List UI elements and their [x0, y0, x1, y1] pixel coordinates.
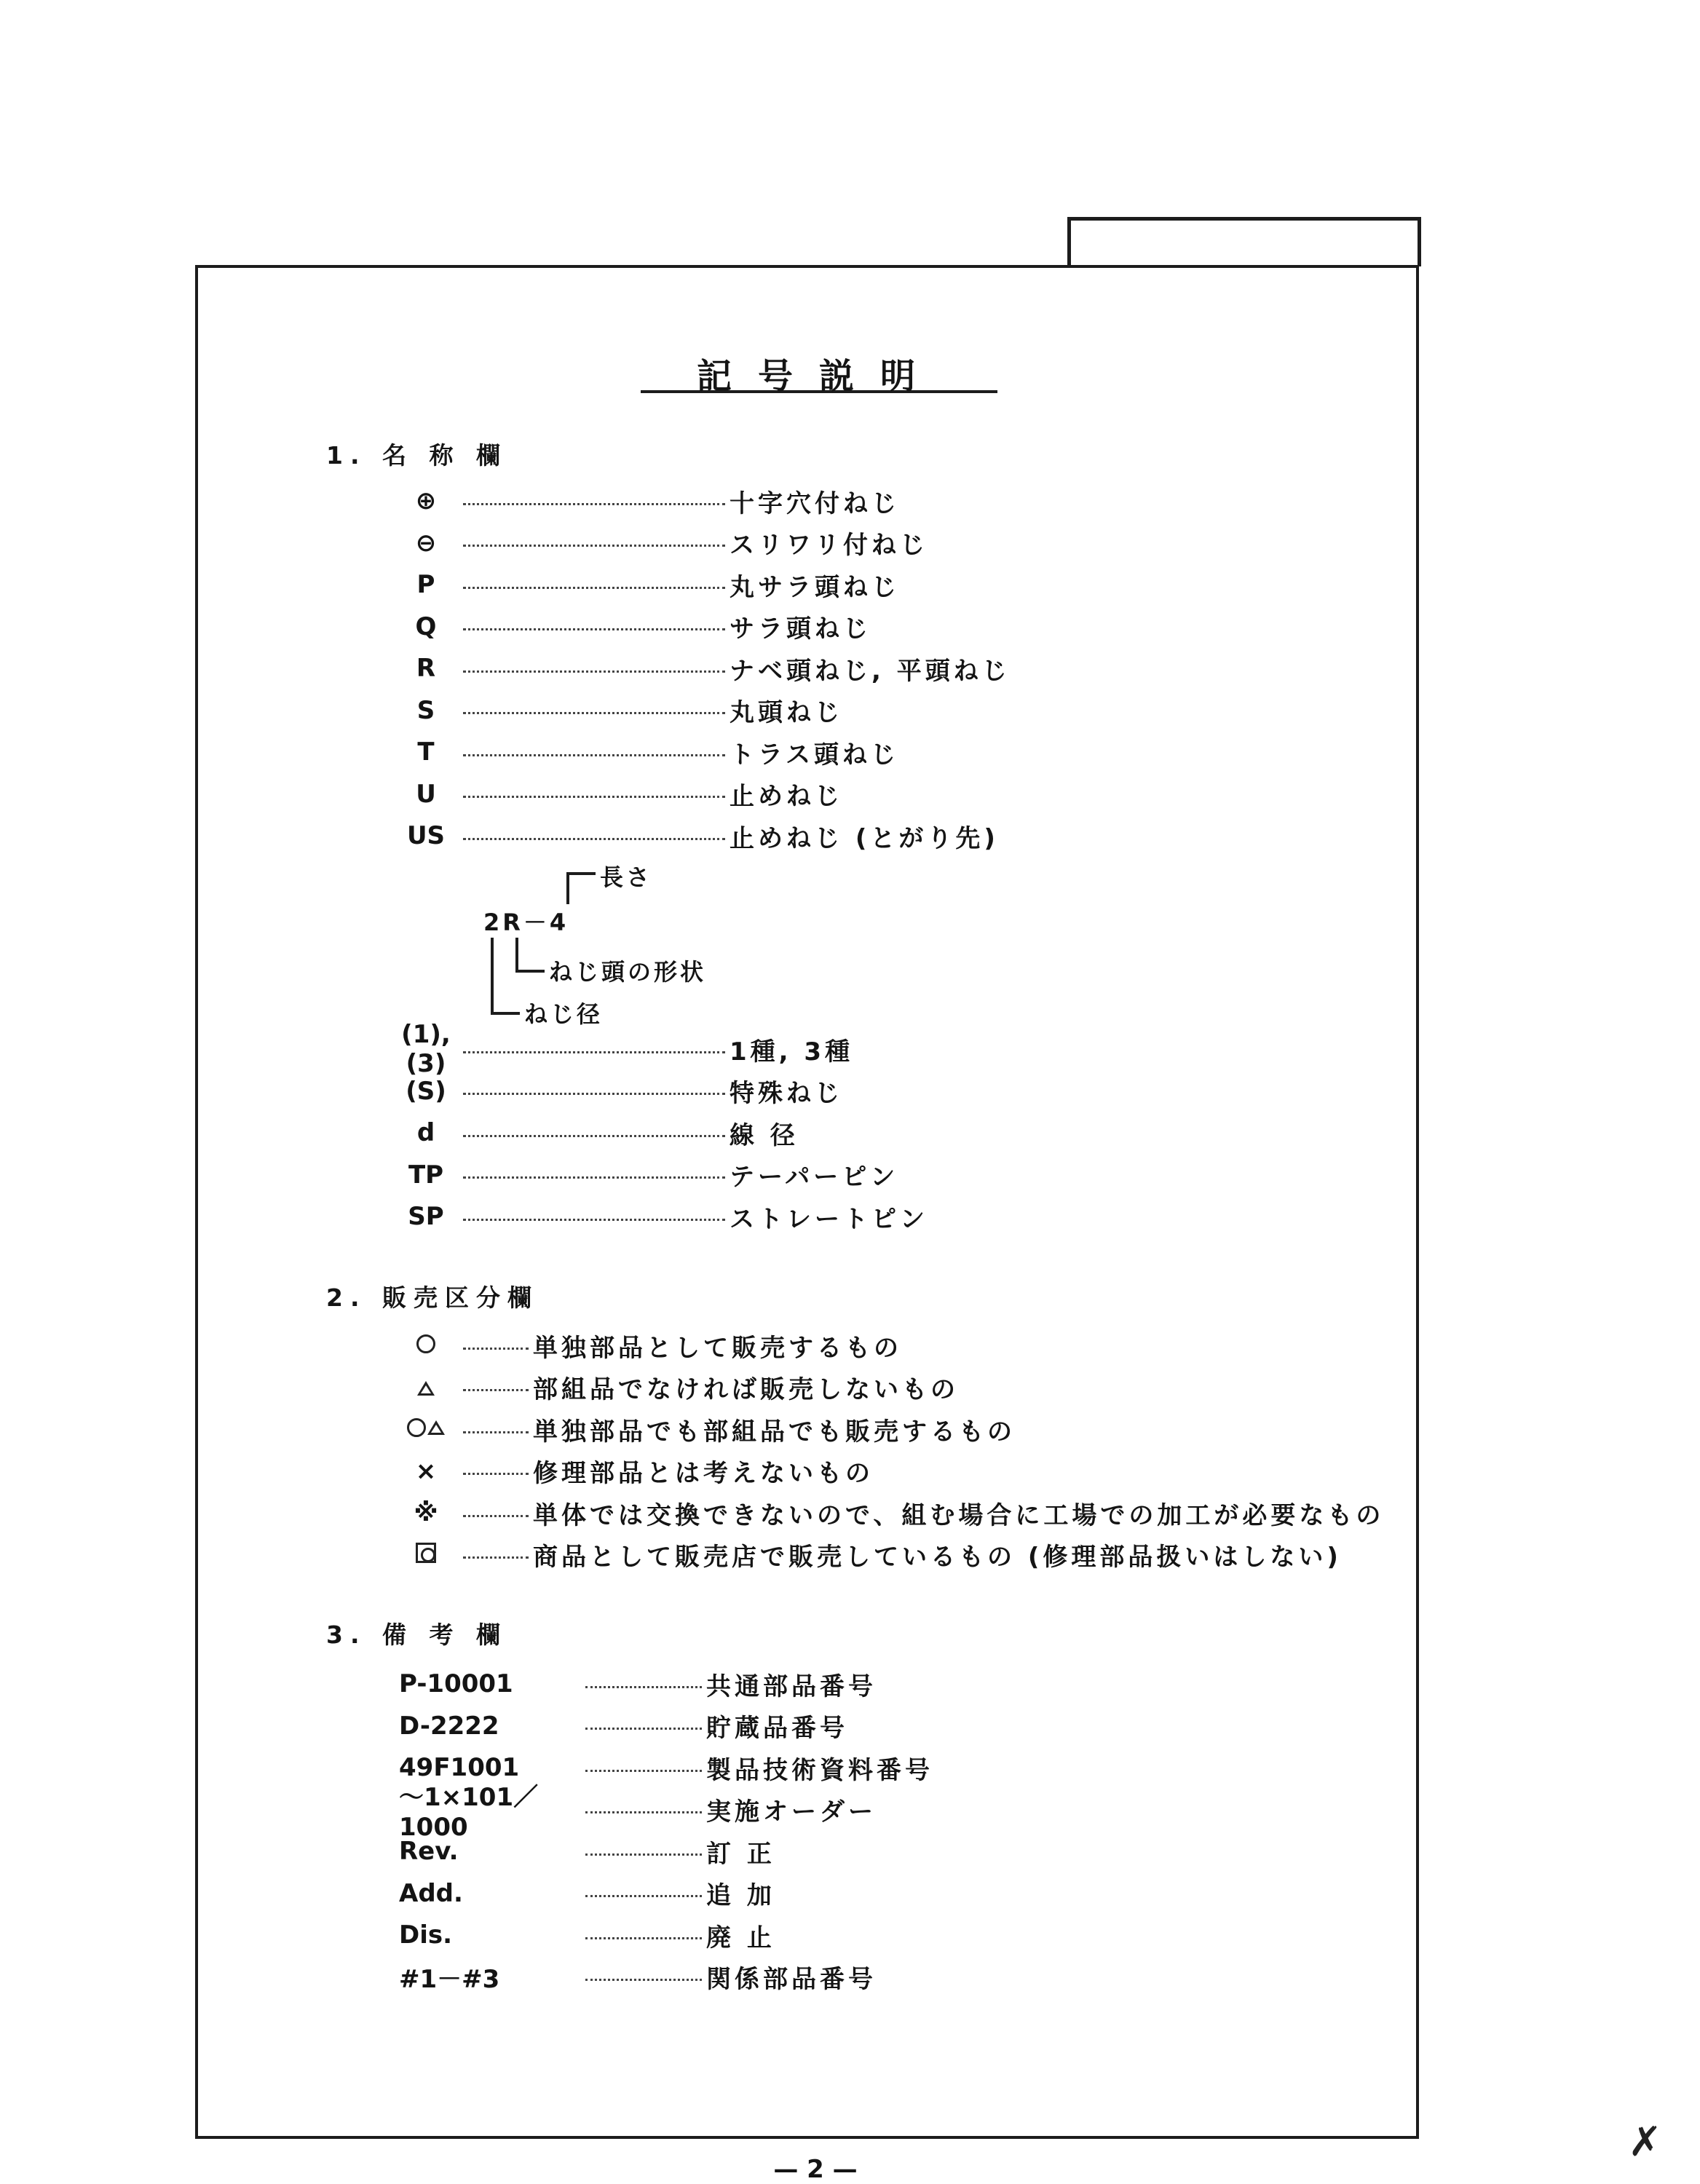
legend-row	[393, 1020, 854, 1078]
dot-leader	[463, 838, 725, 840]
legend-row	[393, 612, 871, 644]
diagram-code: 2R－4	[483, 909, 569, 936]
legend-description: 単体では交換できないので、組む場合に工場での加工が必要なもの	[533, 1500, 1385, 1530]
dot-leader	[463, 754, 725, 756]
legend-description: 単独部品として販売するもの	[533, 1333, 902, 1363]
legend-symbol: U	[416, 779, 436, 809]
dot-leader	[463, 712, 725, 714]
legend-symbol: SP	[408, 1202, 444, 1231]
dot-leader	[463, 1093, 725, 1095]
diameter-connector-h	[491, 1012, 520, 1015]
legend-symbol: 49F1001	[399, 1753, 520, 1782]
handwritten-check-icon: ✗	[1628, 2118, 1662, 2166]
page-tab	[1067, 217, 1421, 266]
legend-symbol: Rev.	[399, 1837, 459, 1866]
dot-leader	[463, 587, 725, 589]
legend-symbol: Dis.	[399, 1920, 453, 1950]
section1-heading: 1. 名 称 欄	[326, 441, 507, 470]
legend-description: 廃 止	[706, 1923, 775, 1952]
dot-leader	[463, 1219, 725, 1221]
circle-icon	[407, 1418, 426, 1437]
legend-symbol	[393, 1331, 459, 1360]
legend-row	[393, 1077, 843, 1106]
legend-description: サラ頭ねじ	[730, 614, 871, 644]
legend-description: 止めねじ (とがり先)	[730, 823, 999, 853]
legend-symbol: #1－#3	[399, 1965, 500, 1994]
legend-row	[399, 1712, 848, 1741]
legend-description: 訂 正	[706, 1839, 775, 1869]
legend-description: 共通部品番号	[706, 1671, 877, 1701]
dot-leader	[463, 1556, 529, 1559]
page-number: — 2 —	[773, 2155, 858, 2184]
legend-symbol: Add.	[399, 1878, 463, 1908]
legend-description: トラス頭ねじ	[730, 740, 899, 769]
legend-description: 部組品でなければ販売しないもの	[533, 1375, 959, 1404]
legend-description: 修理部品とは考えないもの	[533, 1459, 874, 1488]
legend-row	[399, 1783, 877, 1842]
legend-symbol: Q	[415, 612, 437, 641]
dot-leader	[463, 1389, 529, 1391]
dot-leader	[463, 1051, 725, 1053]
legend-symbol: ×	[415, 1456, 437, 1486]
legend-description: 線 径	[730, 1120, 799, 1150]
dot-leader	[463, 796, 725, 798]
diameter-connector	[491, 938, 494, 1015]
legend-description: ナベ頭ねじ, 平頭ねじ	[730, 656, 1011, 686]
legend-symbol: (1),(3)	[401, 1020, 451, 1078]
dot-leader	[463, 503, 725, 505]
dot-leader	[585, 1811, 702, 1813]
legend-symbol: US	[406, 821, 446, 850]
legend-row	[393, 737, 899, 767]
circle-triangle-icon	[407, 1418, 445, 1437]
legend-row	[393, 1331, 902, 1363]
legend-row	[393, 529, 928, 558]
legend-description: テーパーピン	[730, 1163, 899, 1192]
legend-symbol: ※	[414, 1498, 438, 1527]
dot-leader	[585, 1728, 702, 1730]
legend-description: 製品技術資料番号	[706, 1755, 933, 1785]
legend-symbol: P-10001	[399, 1669, 513, 1698]
legend-symbol: ⊖	[415, 528, 437, 558]
legend-row	[399, 1669, 877, 1701]
section3-heading: 3. 備 考 欄	[326, 1621, 507, 1649]
legend-row	[393, 696, 843, 725]
legend-description: 単独部品でも部組品でも販売するもの	[533, 1417, 1016, 1447]
legend-description: 止めねじ	[730, 782, 843, 811]
legend-symbol: ～1×101／1000	[399, 1783, 539, 1842]
dot-leader	[463, 628, 725, 630]
legend-description: 丸頭ねじ	[730, 698, 843, 727]
legend-row	[399, 1837, 775, 1869]
legend-description: 特殊ねじ	[730, 1079, 843, 1108]
legend-row	[393, 1498, 1385, 1530]
head-connector	[515, 938, 518, 973]
legend-symbol: T	[417, 737, 435, 767]
legend-row	[393, 1540, 1342, 1570]
legend-symbol: R	[416, 654, 436, 683]
legend-description: スリワリ付ねじ	[730, 531, 928, 560]
dot-leader	[463, 670, 725, 673]
dot-leader	[585, 1853, 702, 1856]
triangle-icon	[427, 1420, 445, 1435]
triangle-icon	[417, 1381, 435, 1396]
dot-leader	[463, 1431, 529, 1433]
dot-leader	[585, 1686, 702, 1688]
page-title: 記号説明	[641, 348, 997, 393]
legend-symbol: P	[416, 570, 435, 599]
legend-row	[393, 1457, 874, 1486]
legend-description: 商品として販売店で販売しているもの (修理部品扱いはしない)	[533, 1543, 1342, 1572]
dot-leader	[463, 1515, 529, 1517]
legend-row	[393, 486, 900, 518]
dot-leader	[463, 1135, 725, 1137]
dot-leader	[585, 1979, 702, 1981]
length-connector-h	[566, 872, 596, 875]
legend-symbol	[393, 1373, 459, 1402]
legend-symbol: S	[416, 695, 435, 725]
head-connector-h	[515, 970, 545, 973]
legend-description: 貯蔵品番号	[706, 1714, 848, 1743]
section2-heading: 2. 販売区分欄	[326, 1283, 539, 1312]
dot-leader	[463, 1176, 725, 1179]
legend-description: ストレートピン	[730, 1204, 928, 1234]
legend-row	[393, 1160, 898, 1190]
legend-symbol	[393, 1540, 459, 1570]
legend-symbol: (S)	[406, 1076, 446, 1106]
legend-description: 丸サラ頭ねじ	[730, 572, 900, 602]
legend-description: 追 加	[706, 1881, 775, 1910]
legend-description: 実施オーダー	[706, 1797, 877, 1827]
circle-icon	[416, 1334, 435, 1353]
diagram-head-label: ねじ頭の形状	[549, 958, 707, 986]
dot-leader	[463, 1473, 529, 1475]
legend-symbol: d	[416, 1118, 435, 1147]
legend-row	[393, 1202, 928, 1234]
legend-row	[393, 570, 900, 602]
legend-row	[393, 1118, 799, 1150]
diagram-diameter-label: ねじ径	[524, 1000, 604, 1028]
legend-row	[393, 1373, 959, 1402]
legend-description: 十字穴付ねじ	[730, 488, 900, 518]
legend-row	[399, 1879, 775, 1908]
legend-description: 関係部品番号	[706, 1965, 877, 1994]
dot-leader	[585, 1770, 702, 1772]
legend-description: 1種, 3種	[730, 1037, 854, 1067]
legend-symbol: D-2222	[399, 1711, 499, 1741]
boxed-circle-icon	[416, 1543, 436, 1563]
legend-row	[393, 1415, 1016, 1447]
dot-leader	[585, 1895, 702, 1897]
legend-row	[393, 821, 999, 853]
dot-leader	[585, 1937, 702, 1939]
code-diagram	[481, 859, 772, 1034]
diagram-length-label: 長さ	[600, 863, 653, 891]
legend-symbol: TP	[408, 1160, 444, 1190]
legend-symbol: ⊕	[415, 486, 437, 515]
legend-row	[399, 1920, 775, 1950]
legend-row	[399, 1963, 877, 1992]
dot-leader	[463, 545, 725, 547]
legend-symbol	[393, 1415, 459, 1444]
legend-row	[393, 780, 843, 809]
length-connector	[566, 872, 569, 904]
legend-row	[393, 654, 1011, 686]
dot-leader	[463, 1348, 529, 1350]
